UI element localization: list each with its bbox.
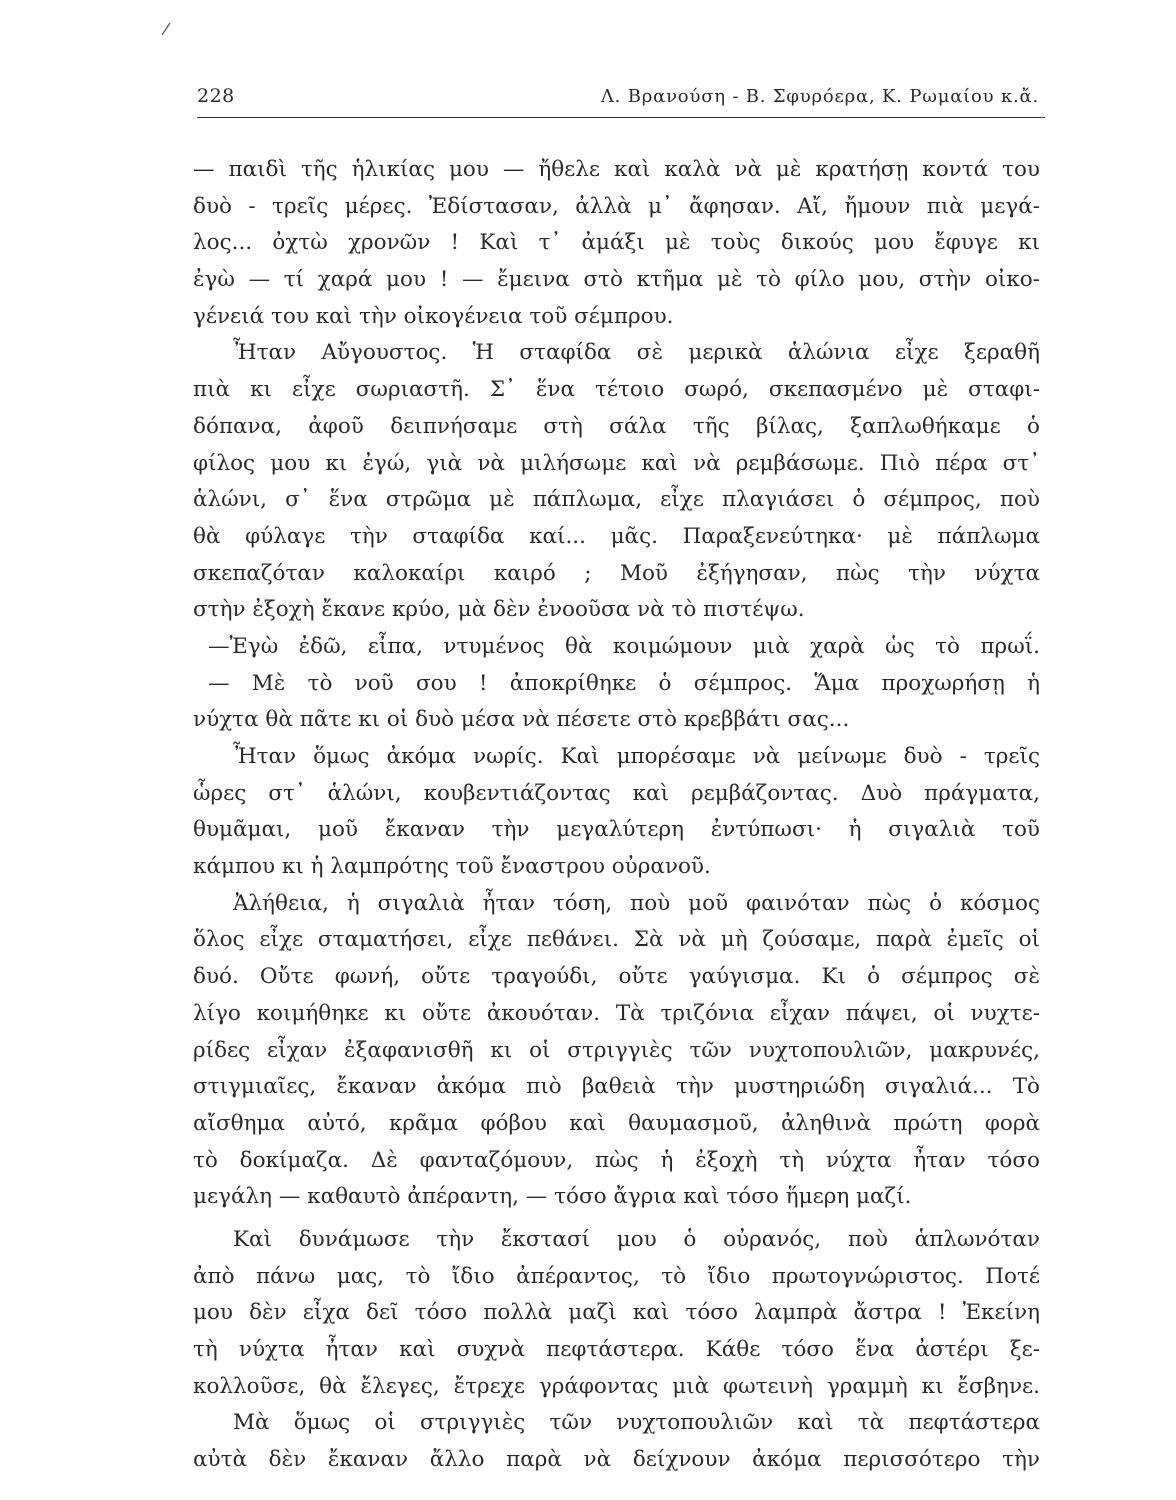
page-number: 228	[197, 85, 235, 107]
text-line: Ἦταν ὅμως ἀκόμα νωρίς. Καὶ μπορέσαμε νὰ μείνωμε δυὸ - τρεῖς	[233, 744, 1040, 769]
text-line: στὴν ἐξοχὴ ἔκανε κρύο, μὰ δὲν ἐνοοῦσα νὰ τὸ πιστέψω.	[193, 597, 805, 623]
text-line: λος... ὀχτὼ χρονῶν ! Καὶ τ᾿ ἀμάξι μὲ τοὺς δικούς μου ἔφυγε κι	[193, 230, 1040, 256]
text-line: νύχτα θὰ πᾶτε κι οἱ δυὸ μέσα νὰ πέσετε στὸ κρεββάτι σας...	[193, 707, 850, 733]
text-line: στιγμιαῖες, ἔκαναν ἀκόμα πιὸ βαθειὰ τὴν μυστηριώδη σιγαλιά... Τὸ	[193, 1074, 1040, 1100]
text-line: — Μὲ τὸ νοῦ σου ! ἀποκρίθηκε ὁ σέμπρος. Ἅμα προχωρήσῃ ἡ	[208, 670, 1040, 696]
text-line: —Ἐγὼ ἐδῶ, εἶπα, ντυμένος θὰ κοιμώμουν μιὰ χαρὰ ὡς τὸ πρωΐ.	[208, 633, 1040, 659]
text-line: γένειά του καὶ τὴν οἰκογένεια τοῦ σέμπρου.	[193, 303, 674, 329]
page-header	[197, 83, 1045, 118]
text-line: θυμᾶμαι, μοῦ ἔκαναν τὴν μεγαλύτερη ἐντύπωσι· ἡ σιγαλιὰ τοῦ	[193, 817, 1040, 843]
text-line: φίλος μου κι ἐγώ, γιὰ νὰ μιλήσωμε καὶ νὰ ρεμβάσωμε. Πιὸ πέρα στ᾿	[193, 450, 1040, 476]
text-line: θὰ φύλαγε τὴν σταφίδα καί... μᾶς. Παραξενεύτηκα· μὲ πάπλωμα	[193, 523, 1040, 549]
running-head: Λ. Βρανούση - Β. Σφυρόερα, Κ. Ρωμαίου κ.ἄ.	[600, 86, 1039, 107]
text-line: πιὰ κι εἶχε σωριαστῆ. Σ᾿ ἕνα τέτοιο σωρό, σκεπασμένο μὲ σταφι-	[193, 377, 1040, 403]
text-line: ρίδες εἶχαν ἐξαφανισθῆ κι οἱ στριγγιὲς τῶν νυχτοπουλιῶν, μακρυνές,	[193, 1037, 1040, 1063]
body-text	[193, 152, 1040, 1479]
text-line: δυὸ - τρεῖς μέρες. Ἐδίστασαν, ἀλλὰ μ᾿ ἄφησαν. Αἴ, ἤμουν πιὰ μεγά-	[193, 193, 1040, 219]
text-line: σκεπαζόταν καλοκαίρι καιρό ; Μοῦ ἐξήγησαν, πὼς τὴν νύχτα	[193, 560, 1040, 586]
text-line: ἁλώνι, σ᾿ ἕνα στρῶμα μὲ πάπλωμα, εἶχε πλαγιάσει ὁ σέμπρος, ποὺ	[193, 487, 1040, 513]
scan-pen-mark	[160, 22, 172, 36]
text-line: δόπανα, ἀφοῦ δειπνήσαμε στὴ σάλα τῆς βίλας, ξαπλωθήκαμε ὁ	[193, 413, 1040, 439]
text-line: ἐγὼ — τί χαρά μου ! — ἔμεινα στὸ κτῆμα μὲ τὸ φίλο μου, στὴν οἰκο-	[193, 267, 1040, 293]
text-line: — παιδὶ τῆς ἡλικίας μου — ἤθελε καὶ καλὰ νὰ μὲ κρατήσῃ κοντά του	[193, 157, 1040, 182]
text-line: κάμπου κι ἡ λαμπρότης τοῦ ἔναστρου οὐρανοῦ.	[193, 854, 711, 880]
text-line: ὧρες στ᾿ ἁλώνι, κουβεντιάζοντας καὶ ρεμβάζοντας. Δυὸ πράγματα,	[193, 780, 1040, 806]
text-line: Ἀλήθεια, ἡ σιγαλιὰ ἦταν τόση, ποὺ μοῦ φαινόταν πὼς ὁ κόσμος	[233, 890, 1040, 916]
text-line: αὐτὰ δὲν ἔκαναν ἄλλο παρὰ νὰ δείχνουν ἀκόμα περισσότερο τὴν	[193, 1447, 1040, 1473]
text-line: λίγο κοιμήθηκε κι οὔτε ἀκουόταν. Τὰ τριζόνια εἶχαν πάψει, οἱ νυχτε-	[193, 1000, 1040, 1026]
text-line: τὸ δοκίμαζα. Δὲ φανταζόμουν, πὼς ἡ ἐξοχὴ τὴ νύχτα ἦταν τόσο	[193, 1147, 1040, 1173]
text-line: Μὰ ὅμως οἱ στριγγιὲς τῶν νυχτοπουλιῶν καὶ τὰ πεφτάστερα	[233, 1410, 1040, 1436]
text-line: μεγάλη — καθαυτὸ ἀπέραντη, — τόσο ἄγρια καὶ τόσο ἥμερη μαζί.	[193, 1184, 912, 1210]
text-line: ὅλος εἶχε σταματήσει, εἶχε πεθάνει. Σὰ νὰ μὴ ζούσαμε, παρὰ ἐμεῖς οἱ	[193, 927, 1040, 953]
text-line: δυό. Οὔτε φωνή, οὔτε τραγούδι, οὔτε γαύγισμα. Κι ὁ σέμπρος σὲ	[193, 964, 1040, 990]
text-line: Ἦταν Αὔγουστος. Ἡ σταφίδα σὲ μερικὰ ἁλώνια εἶχε ξεραθῆ	[233, 340, 1040, 366]
text-line: αἴσθημα αὐτό, κρᾶμα φόβου καὶ θαυμασμοῦ, ἀληθινὰ πρώτη φορὰ	[193, 1110, 1040, 1136]
text-line: κολλοῦσε, θὰ ἔλεγες, ἔτρεχε γράφοντας μιὰ φωτεινὴ γραμμὴ κι ἔσβηνε.	[193, 1373, 1040, 1399]
text-line: μου δὲν εἶχα δεῖ τόσο πολλὰ μαζὶ καὶ τόσο λαμπρὰ ἄστρα ! Ἐκείνη	[193, 1300, 1040, 1326]
text-line: Καὶ δυνάμωσε τὴν ἔκστασί μου ὁ οὐρανός, ποὺ ἁπλωνόταν	[233, 1226, 1040, 1252]
text-line: ἀπὸ πάνω μας, τὸ ἴδιο ἀπέραντος, τὸ ἴδιο πρωτογνώριστος. Ποτέ	[193, 1263, 1040, 1289]
text-line: τὴ νύχτα ἦταν καὶ συχνὰ πεφτάστερα. Κάθε τόσο ἕνα ἀστέρι ξε-	[193, 1337, 1040, 1362]
